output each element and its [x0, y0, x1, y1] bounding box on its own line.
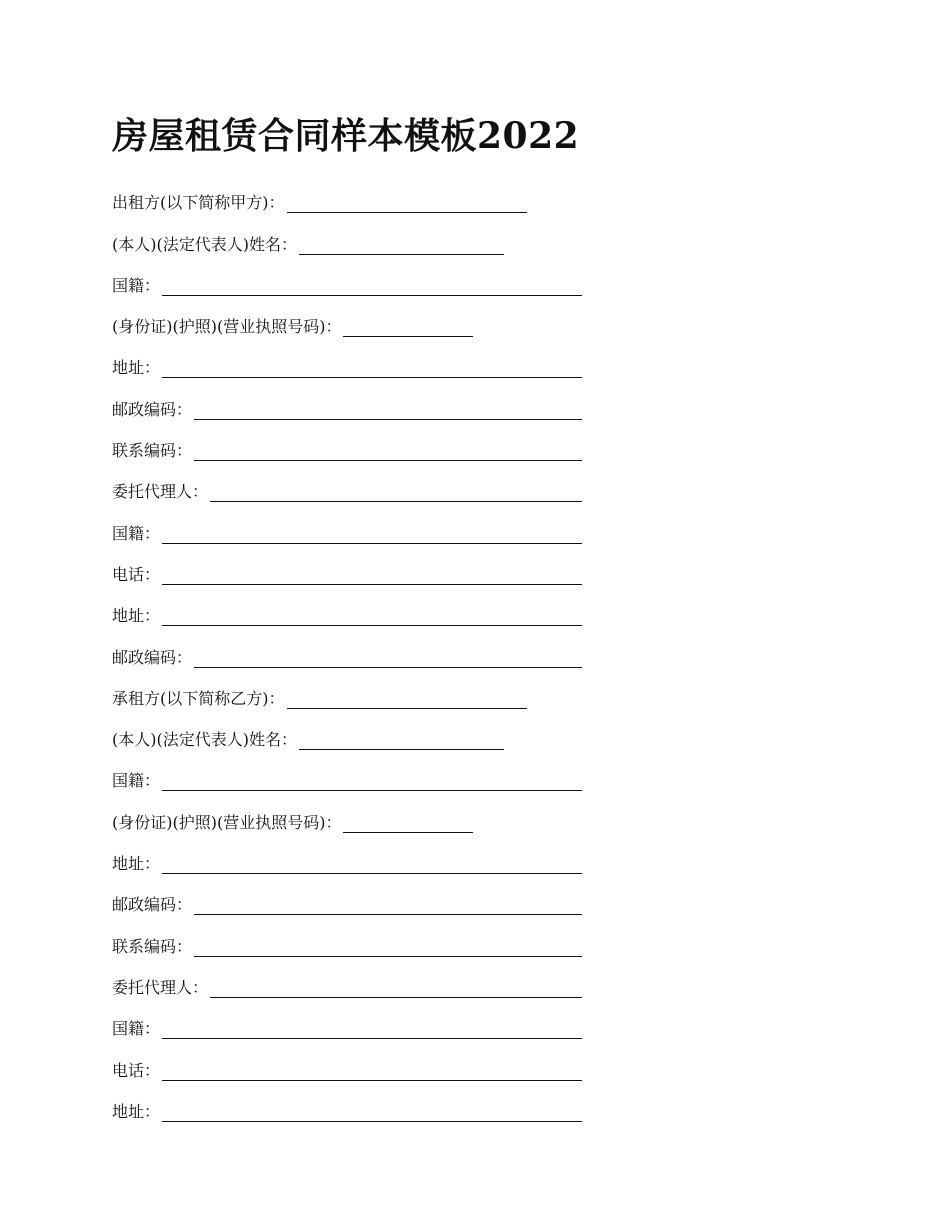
form-field-list — [112, 176, 582, 1126]
field-label: (身份证)(护照)(营业执照号码)： — [112, 812, 342, 832]
form-field-row — [112, 382, 582, 423]
fill-in-blank-line[interactable] — [162, 603, 582, 626]
fill-in-blank-line[interactable] — [162, 562, 582, 585]
form-field-row — [112, 1043, 582, 1084]
form-field-row — [112, 919, 582, 960]
field-label: (本人)(法定代表人)姓名： — [112, 730, 297, 750]
field-label: 邮政编码： — [112, 399, 193, 419]
fill-in-blank-line[interactable] — [194, 934, 582, 957]
fill-in-blank-line[interactable] — [287, 190, 527, 213]
field-label: 地址： — [112, 854, 161, 874]
field-label: 出租方(以下简称甲方)： — [112, 193, 285, 213]
field-label: 地址： — [112, 1101, 161, 1121]
field-label: (本人)(法定代表人)姓名： — [112, 234, 297, 254]
fill-in-blank-line[interactable] — [210, 479, 582, 502]
form-field-row — [112, 961, 582, 1002]
form-field-row — [112, 878, 582, 919]
field-label: 委托代理人： — [112, 977, 209, 997]
fill-in-blank-line[interactable] — [194, 645, 582, 668]
fill-in-blank-line[interactable] — [162, 1099, 582, 1122]
field-label: 电话： — [112, 1060, 161, 1080]
fill-in-blank-line[interactable] — [343, 314, 473, 337]
field-label: 地址： — [112, 358, 161, 378]
field-label: 邮政编码： — [112, 895, 193, 915]
field-label: 邮政编码： — [112, 647, 193, 667]
fill-in-blank-line[interactable] — [162, 1016, 582, 1039]
form-field-row — [112, 506, 582, 547]
field-label: 国籍： — [112, 771, 161, 791]
field-label: 承租方(以下简称乙方)： — [112, 688, 285, 708]
form-field-row — [112, 754, 582, 795]
fill-in-blank-line[interactable] — [162, 768, 582, 791]
field-label: 联系编码： — [112, 936, 193, 956]
fill-in-blank-line[interactable] — [210, 975, 582, 998]
fill-in-blank-line[interactable] — [162, 521, 582, 544]
fill-in-blank-line[interactable] — [194, 397, 582, 420]
form-field-row — [112, 176, 582, 217]
field-label: 国籍： — [112, 275, 161, 295]
field-label: 联系编码： — [112, 441, 193, 461]
fill-in-blank-line[interactable] — [194, 892, 582, 915]
field-label: (身份证)(护照)(营业执照号码)： — [112, 317, 342, 337]
fill-in-blank-line[interactable] — [299, 727, 504, 750]
form-field-row — [112, 837, 582, 878]
form-field-row — [112, 1002, 582, 1043]
field-label: 地址： — [112, 606, 161, 626]
document-title: 房屋租赁合同样本模板2022 — [112, 115, 580, 157]
field-label: 委托代理人： — [112, 482, 209, 502]
fill-in-blank-line[interactable] — [162, 273, 582, 296]
fill-in-blank-line[interactable] — [287, 686, 527, 709]
fill-in-blank-line[interactable] — [162, 355, 582, 378]
form-field-row — [112, 795, 582, 836]
form-field-row — [112, 1085, 582, 1126]
form-field-row — [112, 630, 582, 671]
form-field-row — [112, 217, 582, 258]
field-label: 国籍： — [112, 523, 161, 543]
form-field-row — [112, 589, 582, 630]
form-field-row — [112, 713, 582, 754]
field-label: 国籍： — [112, 1019, 161, 1039]
form-field-row — [112, 424, 582, 465]
form-field-row — [112, 465, 582, 506]
form-field-row — [112, 672, 582, 713]
fill-in-blank-line[interactable] — [343, 810, 473, 833]
form-field-row — [112, 300, 582, 341]
form-field-row — [112, 341, 582, 382]
form-field-row — [112, 548, 582, 589]
field-label: 电话： — [112, 564, 161, 584]
fill-in-blank-line[interactable] — [299, 232, 504, 255]
fill-in-blank-line[interactable] — [194, 438, 582, 461]
fill-in-blank-line[interactable] — [162, 851, 582, 874]
form-field-row — [112, 259, 582, 300]
fill-in-blank-line[interactable] — [162, 1058, 582, 1081]
